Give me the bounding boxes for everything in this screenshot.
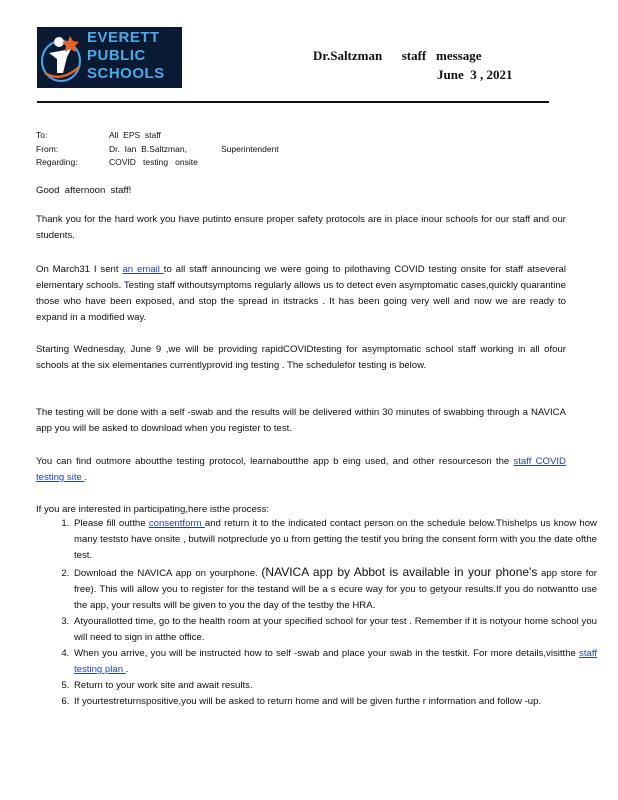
logo-line-2: PUBLIC (87, 47, 146, 64)
from-value: Dr. Ian B.Saltzman, (109, 144, 187, 154)
logo-figure-icon (37, 27, 87, 88)
from-label: From: (36, 144, 59, 154)
from-role: Superintendent (221, 144, 279, 154)
step-download-app (72, 564, 597, 614)
step4-text-start: When you arrive, you will be instructed how to self -swab and place your swab in the testkit. For more details,visitthe (74, 648, 580, 659)
to-value: All EPS staff (109, 130, 161, 140)
staff-covid-testing-site-link[interactable]: staff COVID testing site (36, 456, 566, 483)
step-self-swab (72, 646, 597, 678)
pilot-text-end: to all staff announcing we were going to pilothaving COVID testing onsite for staff atseveral elementary schools. Testing staff withoutsymptoms regularly allows us to detect even asymptomatic cases,quickly quarantine those who have been exposed, and stop the spread in itstracks . It has been going very well and now we are ready to expand in a modified way. (36, 264, 566, 323)
process-steps (54, 516, 597, 710)
logo-line-3: SCHOOLS (87, 65, 165, 82)
regarding-label: Regarding: (36, 157, 78, 167)
paragraph-testing: The testing will be done with a self -swab and the results will be delivered within 30 minutes of swabbing through a NAVICA app you will be asked to download when you register to test. (36, 407, 566, 434)
step2-navica-note: (NAVICA app by Abbot is available in your phone's (261, 565, 538, 579)
staff-testing-plan-link[interactable]: staff testing plan (74, 648, 597, 675)
greeting: Good afternoon staff! (36, 185, 132, 196)
resources-text-start: You can find outmore aboutthe testing protocol, learnaboutthe app b eing used, and other resourceson the (36, 456, 514, 467)
step1-text-start: Please fill outthe (74, 518, 149, 529)
step-consent (72, 516, 597, 564)
step2-text-end: app store for free). This will allow you to register for the testand will be a s ecure way for you to getyour results.If you do notwantto use the app, your results will be given to you the day of the testby the HRA. (74, 568, 598, 611)
district-logo (37, 27, 182, 88)
paragraph-thanks: Thank you for the hard work you have putinto ensure proper safety protocols are in place inour schools for our staff and our students. (36, 214, 566, 241)
memo-title: Dr.Saltzman staff message (313, 48, 482, 63)
paragraph-pilot (36, 262, 566, 326)
to-label: To: (36, 130, 48, 140)
paragraph-schedule: Starting Wednesday, June 9 ,we will be providing rapidCOVIDtesting for asymptomatic school staff working in all ofour schools at the six elementaries currentlyprovid ing testing . The schedulefor testing is below. (36, 344, 566, 371)
consent-form-link[interactable]: consentform (148, 518, 205, 529)
step2-text-start: Download the NAVICA app on yourphone. (74, 568, 262, 579)
resources-text-end: . (84, 472, 88, 483)
header-divider (37, 101, 549, 103)
email-link[interactable]: an email (122, 264, 164, 275)
regarding-value: COVID testing onsite (109, 157, 198, 167)
step-positive-result: 6. If yourtestreturnspositive,you will be asked to return home and will be given furthe r information and follow -up. (72, 694, 597, 710)
process-intro: If you are interested in participating,here isthe process: (36, 504, 270, 515)
step1-text-end: and return it to the indicated contact person on the schedule below.Thishelps us know how many teststo have onsite , butwill notpreclude yo u from getting the testif you bring the consent form with you the date ofthe test. (74, 518, 597, 561)
paragraph-resources (36, 454, 566, 486)
step4-text-end: . (125, 664, 129, 675)
memo-date: June 3 , 2021 (437, 67, 513, 82)
logo-line-1: EVERETT (87, 29, 160, 46)
pilot-text-start: On March31 I sent (36, 264, 123, 275)
step-health-room: 3. Atyourallotted time, go to the health room at your specified school for your test . Remember if it is notyour home school you will need to sign in atthe office. (72, 614, 597, 646)
step-return-work: 5. Return to your work site and await results. (72, 678, 597, 694)
